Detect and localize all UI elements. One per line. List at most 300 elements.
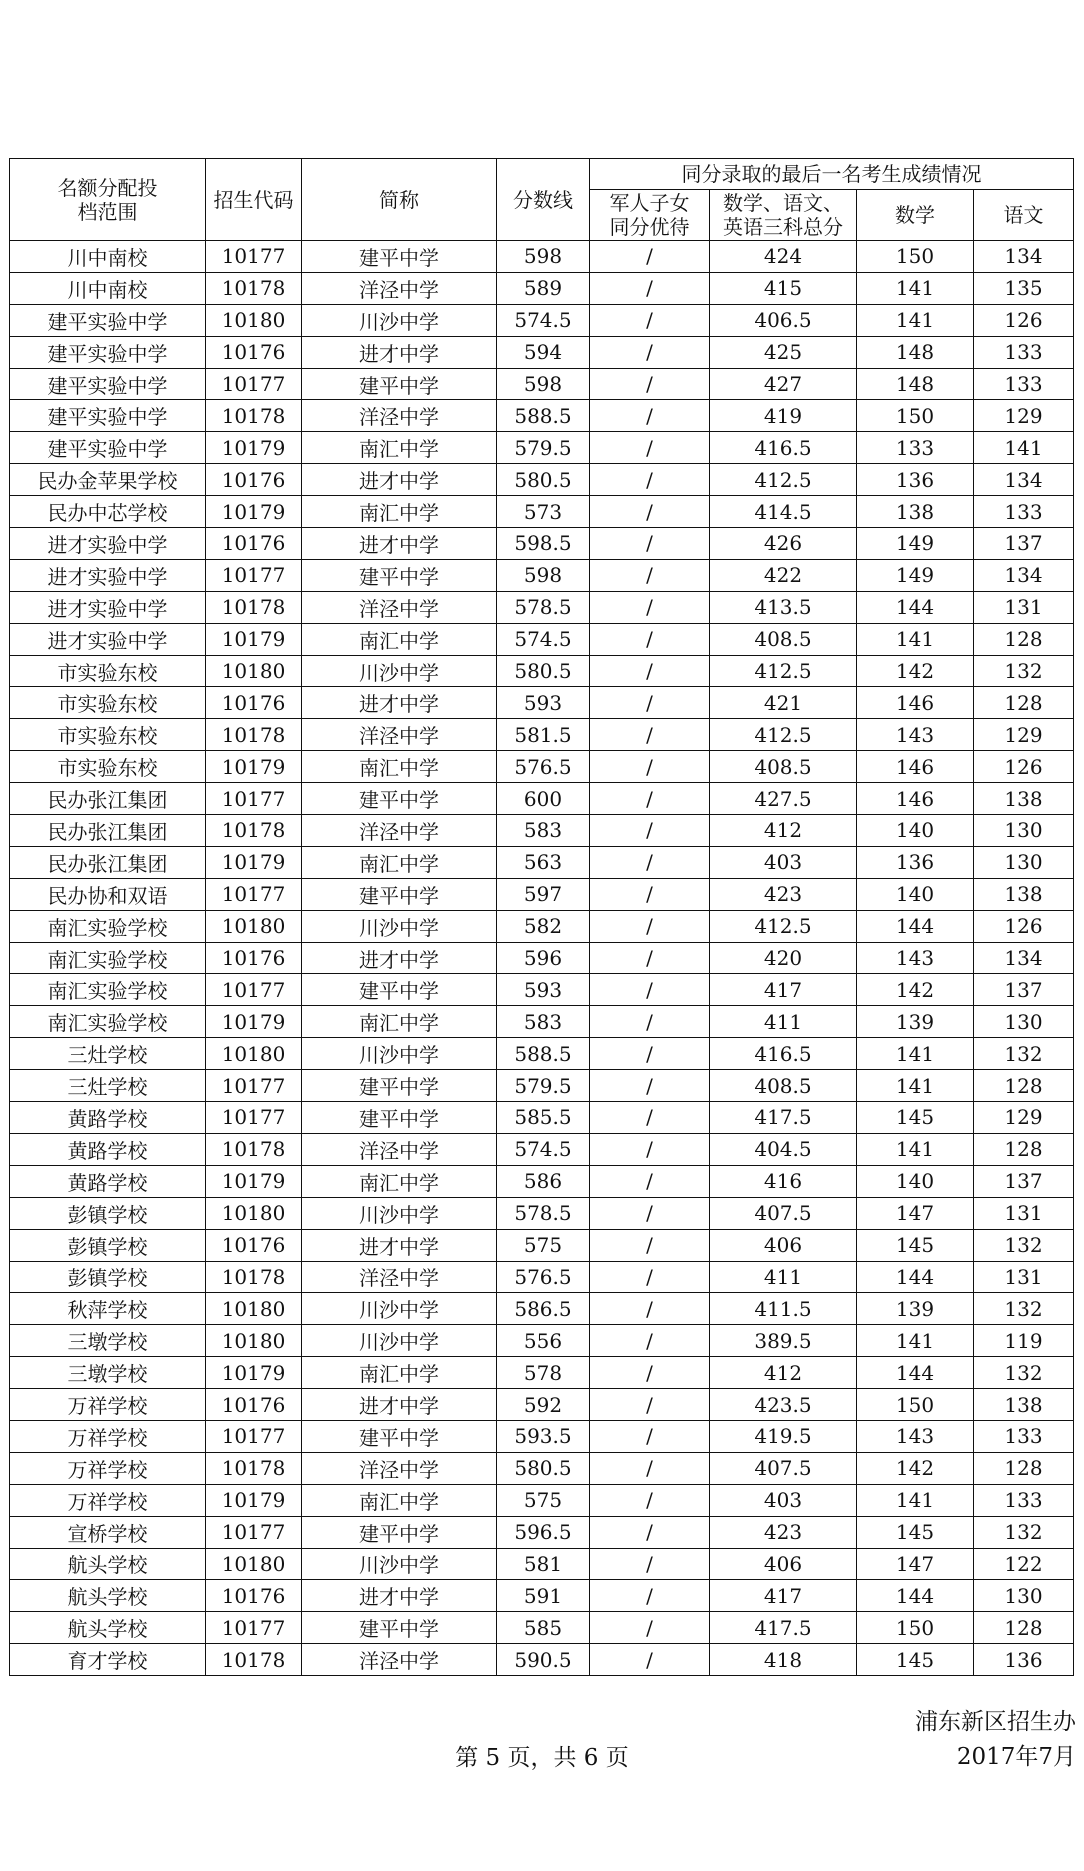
cell-military: / [590, 783, 710, 815]
cell-chinese: 132 [974, 655, 1074, 687]
cell-military: / [590, 1229, 710, 1261]
cell-total3: 408.5 [710, 1070, 857, 1102]
table-row [10, 1484, 1074, 1516]
cell-total3: 407.5 [710, 1197, 857, 1229]
cell-code: 10178 [206, 1452, 302, 1484]
cell-code: 10180 [206, 655, 302, 687]
table-row [10, 464, 1074, 496]
cell-chinese: 134 [974, 942, 1074, 974]
cell-scope: 彭镇学校 [10, 1229, 206, 1261]
cell-scope: 万祥学校 [10, 1452, 206, 1484]
table-row [10, 496, 1074, 528]
header-chinese: 语文 [974, 190, 1074, 241]
cell-chinese: 128 [974, 623, 1074, 655]
table-row [10, 1102, 1074, 1134]
cell-abbr: 建平中学 [302, 368, 497, 400]
cell-math: 133 [857, 432, 974, 464]
header-scope: 名额分配投档范围 [10, 159, 206, 241]
cell-math: 150 [857, 1612, 974, 1644]
cell-math: 148 [857, 336, 974, 368]
cell-scope: 进才实验中学 [10, 591, 206, 623]
cell-chinese: 134 [974, 559, 1074, 591]
cell-score: 585.5 [497, 1102, 590, 1134]
cell-scope: 市实验东校 [10, 719, 206, 751]
cell-military: / [590, 846, 710, 878]
cell-chinese: 128 [974, 1133, 1074, 1165]
cell-military: / [590, 1580, 710, 1612]
table-body [10, 241, 1074, 1676]
cell-score: 586.5 [497, 1293, 590, 1325]
cell-math: 140 [857, 815, 974, 847]
cell-math: 146 [857, 751, 974, 783]
cell-math: 136 [857, 464, 974, 496]
table-row [10, 751, 1074, 783]
cell-abbr: 进才中学 [302, 1580, 497, 1612]
cell-total3: 415 [710, 272, 857, 304]
cell-total3: 406.5 [710, 304, 857, 336]
cell-score: 593.5 [497, 1420, 590, 1452]
cell-scope: 建平实验中学 [10, 336, 206, 368]
table-row [10, 528, 1074, 560]
cell-chinese: 132 [974, 1357, 1074, 1389]
cell-chinese: 132 [974, 1229, 1074, 1261]
cell-chinese: 131 [974, 591, 1074, 623]
cell-chinese: 132 [974, 1516, 1074, 1548]
cell-chinese: 130 [974, 1006, 1074, 1038]
cell-score: 600 [497, 783, 590, 815]
cell-math: 144 [857, 1261, 974, 1293]
cell-code: 10176 [206, 1229, 302, 1261]
cell-chinese: 119 [974, 1325, 1074, 1357]
cell-total3: 411 [710, 1006, 857, 1038]
cell-code: 10179 [206, 846, 302, 878]
cell-code: 10178 [206, 591, 302, 623]
cell-code: 10180 [206, 304, 302, 336]
cell-math: 141 [857, 1325, 974, 1357]
issuing-office: 浦东新区招生办 [915, 1709, 1076, 1735]
cell-abbr: 南汇中学 [302, 1484, 497, 1516]
cell-chinese: 134 [974, 464, 1074, 496]
table-row [10, 878, 1074, 910]
cell-code: 10176 [206, 336, 302, 368]
cell-military: / [590, 368, 710, 400]
cell-total3: 412.5 [710, 719, 857, 751]
cell-military: / [590, 655, 710, 687]
cell-math: 136 [857, 846, 974, 878]
cell-math: 141 [857, 304, 974, 336]
cell-total3: 411 [710, 1261, 857, 1293]
table-row [10, 1197, 1074, 1229]
cell-math: 141 [857, 1038, 974, 1070]
cell-chinese: 135 [974, 272, 1074, 304]
table-row [10, 815, 1074, 847]
cell-score: 598 [497, 368, 590, 400]
cell-scope: 秋萍学校 [10, 1293, 206, 1325]
table-row [10, 241, 1074, 273]
cell-math: 144 [857, 910, 974, 942]
cell-scope: 民办张江集团 [10, 783, 206, 815]
cell-military: / [590, 591, 710, 623]
cell-math: 143 [857, 719, 974, 751]
cell-chinese: 130 [974, 815, 1074, 847]
cell-math: 149 [857, 559, 974, 591]
cell-chinese: 122 [974, 1548, 1074, 1580]
cell-math: 143 [857, 1420, 974, 1452]
cell-code: 10176 [206, 1389, 302, 1421]
cell-code: 10177 [206, 783, 302, 815]
cell-abbr: 洋泾中学 [302, 1133, 497, 1165]
cell-score: 596 [497, 942, 590, 974]
cell-chinese: 133 [974, 1484, 1074, 1516]
cell-scope: 南汇实验学校 [10, 910, 206, 942]
cell-total3: 412 [710, 1357, 857, 1389]
cell-abbr: 川沙中学 [302, 1197, 497, 1229]
cell-abbr: 洋泾中学 [302, 591, 497, 623]
cell-military: / [590, 272, 710, 304]
cell-abbr: 川沙中学 [302, 1548, 497, 1580]
cell-score: 581 [497, 1548, 590, 1580]
cell-total3: 420 [710, 942, 857, 974]
cell-code: 10178 [206, 272, 302, 304]
cell-code: 10178 [206, 1261, 302, 1293]
cell-score: 580.5 [497, 464, 590, 496]
cell-military: / [590, 1165, 710, 1197]
cell-abbr: 川沙中学 [302, 655, 497, 687]
cell-total3: 406 [710, 1229, 857, 1261]
cell-math: 142 [857, 1452, 974, 1484]
cell-score: 589 [497, 272, 590, 304]
cell-score: 594 [497, 336, 590, 368]
cell-total3: 416 [710, 1165, 857, 1197]
cell-military: / [590, 464, 710, 496]
cell-math: 149 [857, 528, 974, 560]
cell-scope: 彭镇学校 [10, 1197, 206, 1229]
cell-score: 578 [497, 1357, 590, 1389]
cell-scope: 民办协和双语 [10, 878, 206, 910]
cell-chinese: 130 [974, 846, 1074, 878]
table-row [10, 1325, 1074, 1357]
cell-military: / [590, 942, 710, 974]
cell-score: 593 [497, 974, 590, 1006]
cell-scope: 宣桥学校 [10, 1516, 206, 1548]
cell-chinese: 126 [974, 304, 1074, 336]
cell-score: 593 [497, 687, 590, 719]
cell-abbr: 进才中学 [302, 464, 497, 496]
cell-military: / [590, 432, 710, 464]
cell-military: / [590, 1548, 710, 1580]
cell-code: 10177 [206, 1102, 302, 1134]
cell-chinese: 131 [974, 1261, 1074, 1293]
header-group: 同分录取的最后一名考生成绩情况 [590, 159, 1074, 190]
table-row [10, 1261, 1074, 1293]
cell-abbr: 南汇中学 [302, 1006, 497, 1038]
cell-scope: 建平实验中学 [10, 432, 206, 464]
cell-military: / [590, 400, 710, 432]
table-row [10, 432, 1074, 464]
cell-military: / [590, 1293, 710, 1325]
cell-chinese: 141 [974, 432, 1074, 464]
cell-math: 141 [857, 1070, 974, 1102]
cell-abbr: 建平中学 [302, 1612, 497, 1644]
cell-military: / [590, 1006, 710, 1038]
cell-abbr: 建平中学 [302, 783, 497, 815]
cell-score: 588.5 [497, 1038, 590, 1070]
cell-scope: 市实验东校 [10, 751, 206, 783]
cell-chinese: 126 [974, 751, 1074, 783]
cell-math: 141 [857, 1484, 974, 1516]
cell-abbr: 建平中学 [302, 974, 497, 1006]
cell-chinese: 128 [974, 687, 1074, 719]
cell-scope: 进才实验中学 [10, 623, 206, 655]
cell-math: 150 [857, 1389, 974, 1421]
cell-math: 144 [857, 1580, 974, 1612]
cell-total3: 424 [710, 241, 857, 273]
cell-chinese: 129 [974, 400, 1074, 432]
cell-abbr: 进才中学 [302, 942, 497, 974]
cell-military: / [590, 1038, 710, 1070]
cell-scope: 彭镇学校 [10, 1261, 206, 1293]
table-row [10, 655, 1074, 687]
cell-score: 578.5 [497, 1197, 590, 1229]
cell-score: 583 [497, 1006, 590, 1038]
cell-math: 150 [857, 241, 974, 273]
cell-code: 10180 [206, 910, 302, 942]
cell-score: 583 [497, 815, 590, 847]
header-math: 数学 [857, 190, 974, 241]
table-row [10, 1452, 1074, 1484]
cell-total3: 412.5 [710, 464, 857, 496]
cell-code: 10177 [206, 1516, 302, 1548]
cell-chinese: 133 [974, 1420, 1074, 1452]
table-row [10, 1612, 1074, 1644]
cell-scope: 民办中芯学校 [10, 496, 206, 528]
table-row [10, 1548, 1074, 1580]
table-row [10, 336, 1074, 368]
cell-total3: 417.5 [710, 1102, 857, 1134]
cell-code: 10180 [206, 1197, 302, 1229]
table-row [10, 1420, 1074, 1452]
cell-code: 10179 [206, 623, 302, 655]
cell-scope: 三墩学校 [10, 1357, 206, 1389]
cell-military: / [590, 878, 710, 910]
cell-military: / [590, 974, 710, 1006]
cell-code: 10177 [206, 559, 302, 591]
cell-code: 10180 [206, 1548, 302, 1580]
cell-scope: 进才实验中学 [10, 528, 206, 560]
cell-code: 10180 [206, 1325, 302, 1357]
cell-abbr: 建平中学 [302, 559, 497, 591]
cell-scope: 黄路学校 [10, 1133, 206, 1165]
page-number: 第 5 页，共 6 页 [455, 1745, 629, 1771]
cell-scope: 三墩学校 [10, 1325, 206, 1357]
cell-chinese: 134 [974, 241, 1074, 273]
cell-code: 10179 [206, 1006, 302, 1038]
cell-scope: 民办张江集团 [10, 815, 206, 847]
cell-abbr: 进才中学 [302, 1229, 497, 1261]
header-abbr: 简称 [302, 159, 497, 241]
cell-scope: 市实验东校 [10, 655, 206, 687]
cell-total3: 411.5 [710, 1293, 857, 1325]
cell-code: 10178 [206, 400, 302, 432]
cell-scope: 民办张江集团 [10, 846, 206, 878]
table-row [10, 559, 1074, 591]
table-row [10, 1644, 1074, 1676]
cell-scope: 进才实验中学 [10, 559, 206, 591]
cell-score: 580.5 [497, 655, 590, 687]
cell-math: 148 [857, 368, 974, 400]
cell-abbr: 洋泾中学 [302, 400, 497, 432]
cell-code: 10179 [206, 432, 302, 464]
cell-chinese: 128 [974, 1612, 1074, 1644]
cell-total3: 423.5 [710, 1389, 857, 1421]
cell-math: 141 [857, 272, 974, 304]
cell-score: 591 [497, 1580, 590, 1612]
issue-date: 2017年7月 [956, 1744, 1076, 1770]
cell-code: 10176 [206, 528, 302, 560]
table-row [10, 1516, 1074, 1548]
cell-score: 576.5 [497, 751, 590, 783]
cell-total3: 416.5 [710, 432, 857, 464]
cell-military: / [590, 1102, 710, 1134]
cell-total3: 419 [710, 400, 857, 432]
cell-score: 597 [497, 878, 590, 910]
cell-score: 579.5 [497, 432, 590, 464]
table-row [10, 1038, 1074, 1070]
table-row [10, 719, 1074, 751]
cell-total3: 419.5 [710, 1420, 857, 1452]
cell-chinese: 138 [974, 1389, 1074, 1421]
score-table [9, 158, 1074, 1676]
cell-military: / [590, 1357, 710, 1389]
cell-abbr: 南汇中学 [302, 751, 497, 783]
header-military: 军人子女同分优待 [590, 190, 710, 241]
cell-military: / [590, 1644, 710, 1676]
table-row [10, 368, 1074, 400]
cell-code: 10176 [206, 464, 302, 496]
cell-scope: 航头学校 [10, 1580, 206, 1612]
cell-military: / [590, 623, 710, 655]
table-header [10, 159, 1074, 241]
cell-scope: 市实验东校 [10, 687, 206, 719]
cell-abbr: 进才中学 [302, 528, 497, 560]
cell-total3: 403 [710, 1484, 857, 1516]
table-row [10, 591, 1074, 623]
cell-math: 145 [857, 1644, 974, 1676]
cell-scope: 三灶学校 [10, 1038, 206, 1070]
cell-military: / [590, 1070, 710, 1102]
table-row [10, 272, 1074, 304]
cell-total3: 408.5 [710, 623, 857, 655]
cell-code: 10177 [206, 878, 302, 910]
table-row [10, 1229, 1074, 1261]
table-row [10, 304, 1074, 336]
cell-military: / [590, 1197, 710, 1229]
cell-total3: 403 [710, 846, 857, 878]
cell-math: 145 [857, 1229, 974, 1261]
cell-chinese: 137 [974, 1165, 1074, 1197]
cell-total3: 423 [710, 1516, 857, 1548]
cell-code: 10177 [206, 368, 302, 400]
cell-scope: 民办金苹果学校 [10, 464, 206, 496]
table-row [10, 846, 1074, 878]
cell-military: / [590, 687, 710, 719]
cell-score: 574.5 [497, 623, 590, 655]
cell-scope: 黄路学校 [10, 1102, 206, 1134]
cell-military: / [590, 815, 710, 847]
cell-score: 590.5 [497, 1644, 590, 1676]
cell-abbr: 建平中学 [302, 1516, 497, 1548]
cell-military: / [590, 1452, 710, 1484]
cell-math: 147 [857, 1548, 974, 1580]
cell-total3: 404.5 [710, 1133, 857, 1165]
table-row [10, 1006, 1074, 1038]
cell-scope: 建平实验中学 [10, 368, 206, 400]
cell-score: 579.5 [497, 1070, 590, 1102]
cell-code: 10176 [206, 687, 302, 719]
cell-scope: 川中南校 [10, 241, 206, 273]
cell-military: / [590, 1516, 710, 1548]
cell-military: / [590, 1261, 710, 1293]
cell-math: 146 [857, 783, 974, 815]
cell-total3: 423 [710, 878, 857, 910]
header-total3: 数学、语文、英语三科总分 [710, 190, 857, 241]
cell-total3: 425 [710, 336, 857, 368]
cell-total3: 413.5 [710, 591, 857, 623]
cell-chinese: 130 [974, 1580, 1074, 1612]
cell-math: 141 [857, 623, 974, 655]
cell-math: 145 [857, 1516, 974, 1548]
cell-code: 10178 [206, 815, 302, 847]
cell-abbr: 洋泾中学 [302, 719, 497, 751]
cell-score: 556 [497, 1325, 590, 1357]
cell-score: 576.5 [497, 1261, 590, 1293]
cell-chinese: 138 [974, 878, 1074, 910]
table-row [10, 1165, 1074, 1197]
cell-math: 139 [857, 1006, 974, 1038]
cell-total3: 412 [710, 815, 857, 847]
cell-code: 10179 [206, 1165, 302, 1197]
cell-math: 139 [857, 1293, 974, 1325]
cell-scope: 黄路学校 [10, 1165, 206, 1197]
cell-scope: 万祥学校 [10, 1420, 206, 1452]
cell-code: 10179 [206, 751, 302, 783]
cell-math: 145 [857, 1102, 974, 1134]
table-row [10, 783, 1074, 815]
cell-code: 10176 [206, 942, 302, 974]
cell-military: / [590, 1325, 710, 1357]
table-row [10, 687, 1074, 719]
cell-code: 10177 [206, 241, 302, 273]
cell-abbr: 建平中学 [302, 241, 497, 273]
cell-chinese: 128 [974, 1452, 1074, 1484]
cell-abbr: 洋泾中学 [302, 1261, 497, 1293]
cell-total3: 417.5 [710, 1612, 857, 1644]
cell-military: / [590, 1389, 710, 1421]
cell-score: 598 [497, 241, 590, 273]
cell-score: 575 [497, 1229, 590, 1261]
cell-abbr: 洋泾中学 [302, 272, 497, 304]
cell-code: 10179 [206, 1357, 302, 1389]
cell-math: 144 [857, 591, 974, 623]
cell-military: / [590, 304, 710, 336]
cell-math: 141 [857, 1133, 974, 1165]
cell-chinese: 138 [974, 783, 1074, 815]
cell-military: / [590, 559, 710, 591]
cell-code: 10177 [206, 974, 302, 1006]
cell-scope: 建平实验中学 [10, 400, 206, 432]
table-row [10, 400, 1074, 432]
cell-math: 140 [857, 878, 974, 910]
